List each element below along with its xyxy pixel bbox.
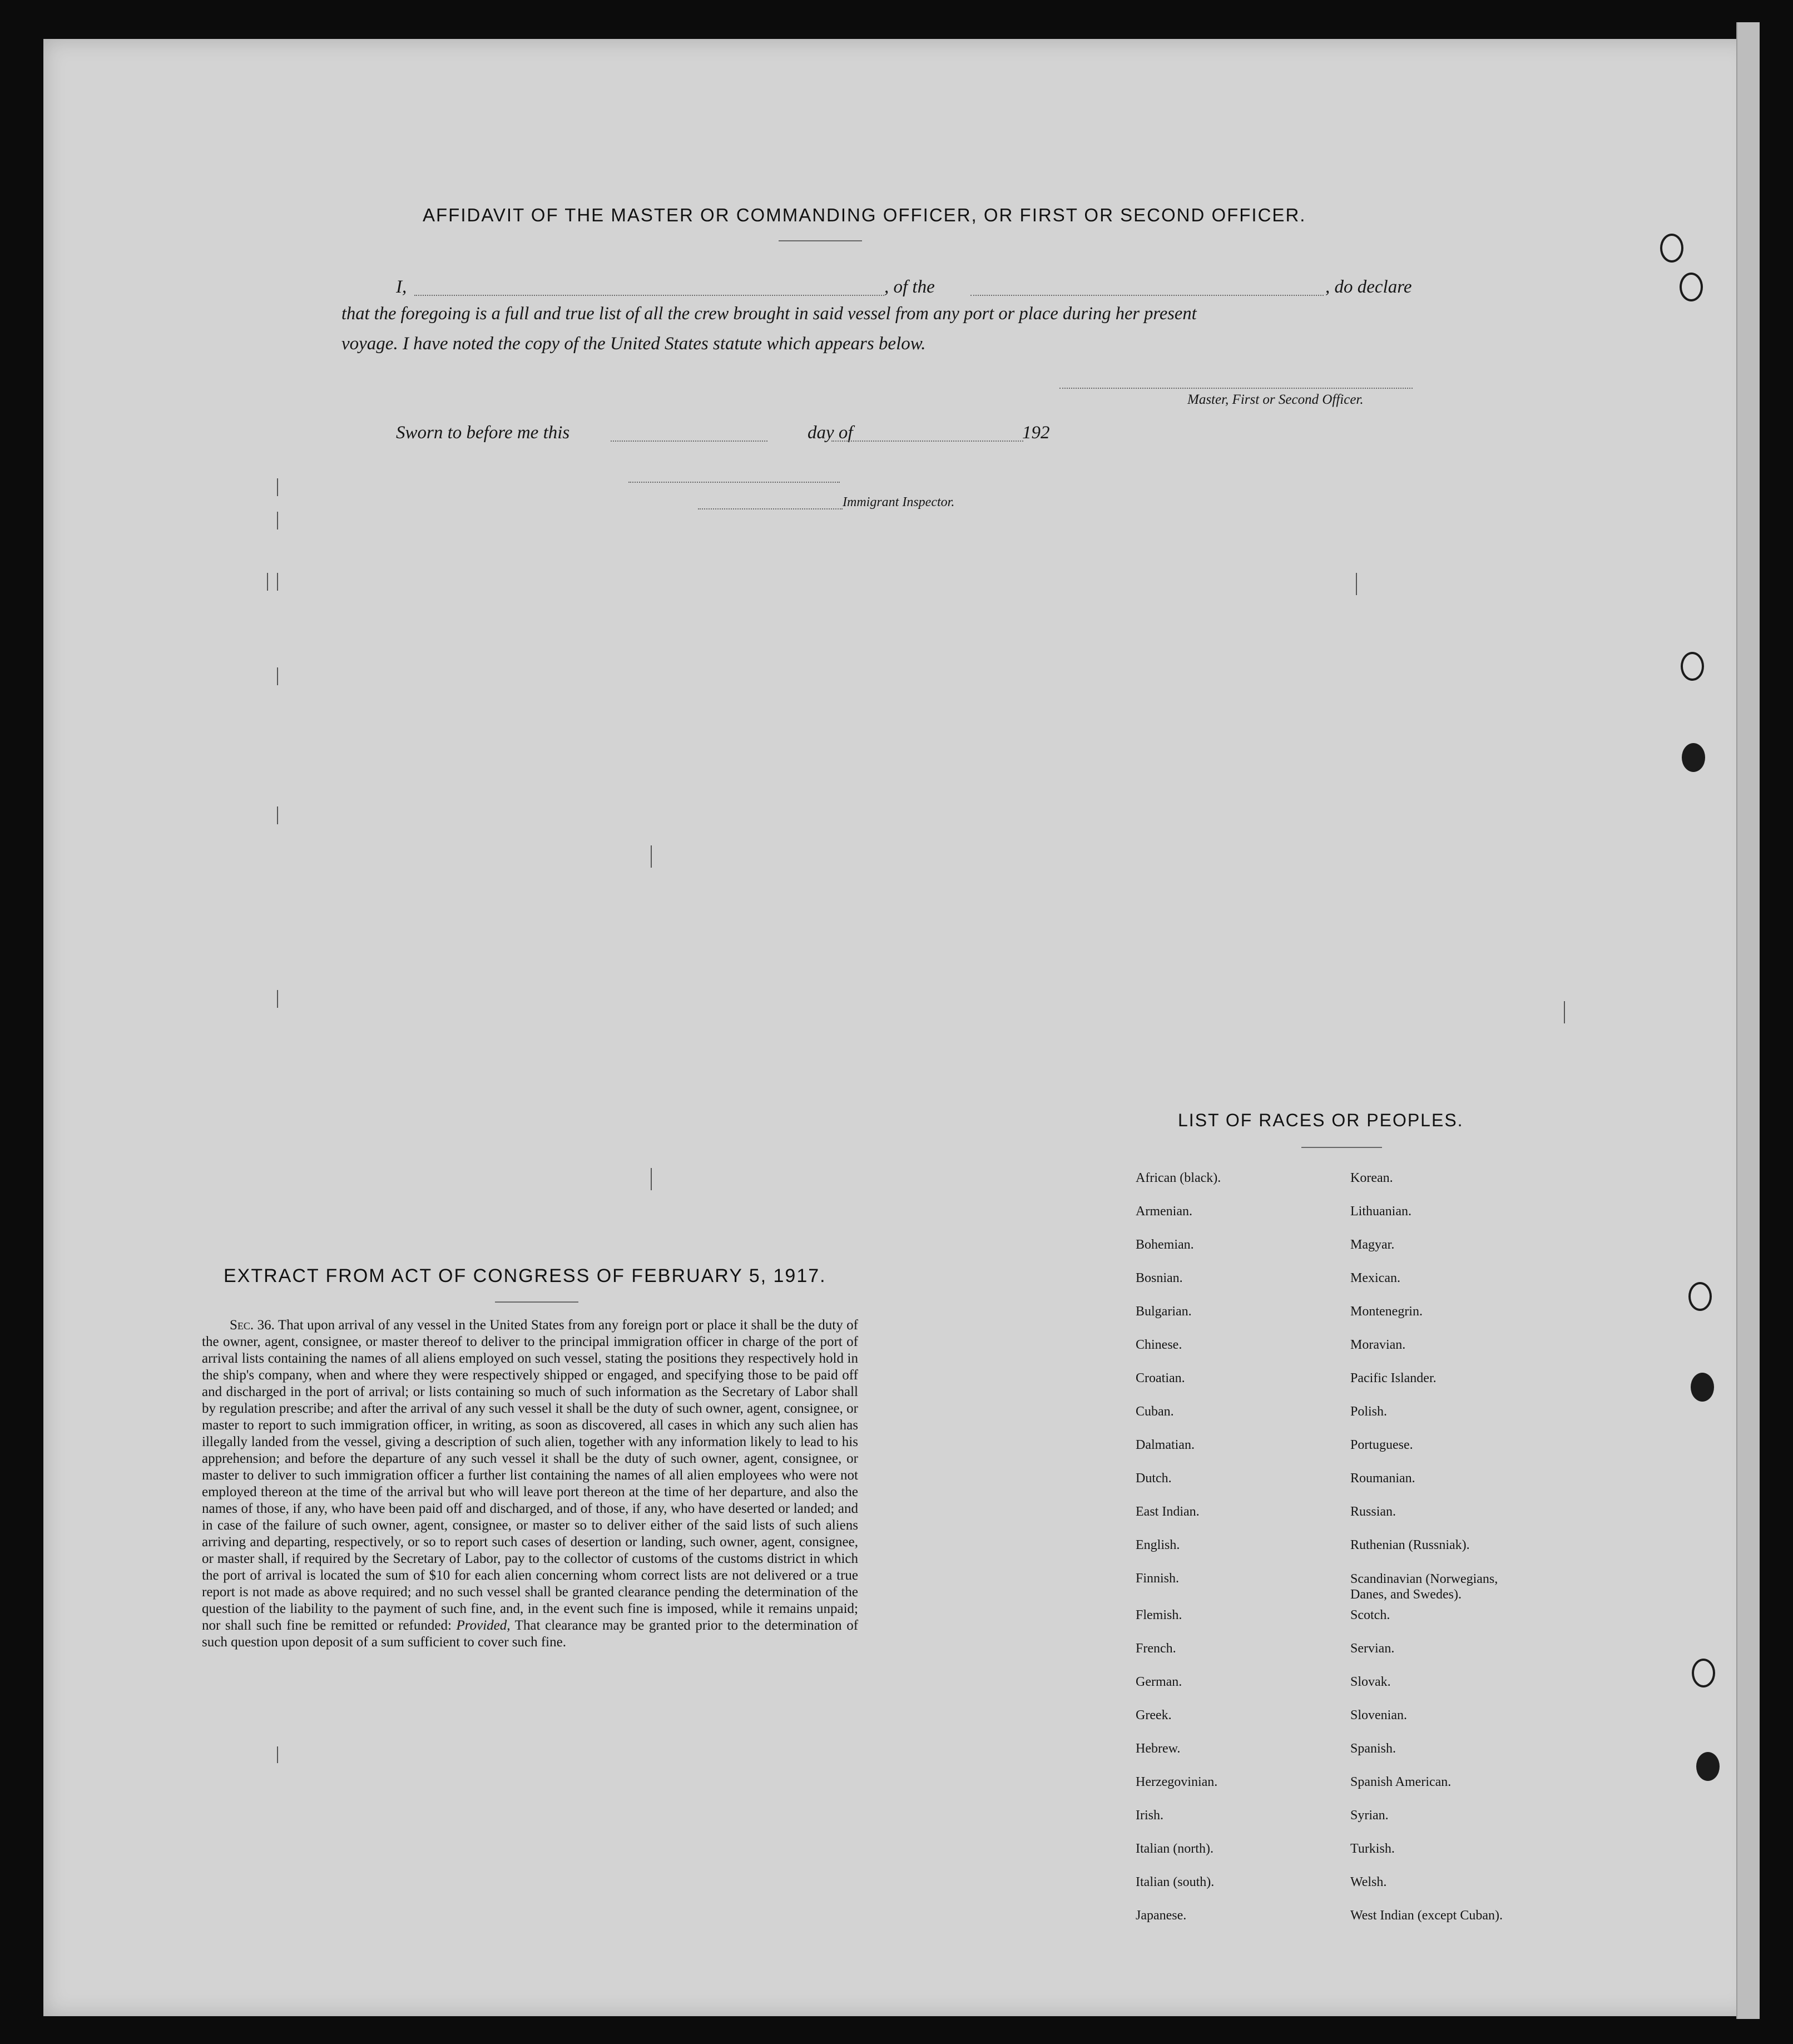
race-item: Cuban. xyxy=(1136,1404,1174,1419)
affidavit-of-the: , of the xyxy=(884,277,935,297)
race-item: French. xyxy=(1136,1641,1176,1656)
master-signature-blank[interactable] xyxy=(1059,388,1413,389)
race-item: East Indian. xyxy=(1136,1504,1200,1519)
title-rule xyxy=(779,240,862,241)
column-tick xyxy=(277,806,278,824)
race-item: Chinese. xyxy=(1136,1338,1182,1352)
race-item: West Indian (except Cuban). xyxy=(1350,1908,1503,1923)
inspector-blank-1[interactable] xyxy=(628,482,840,483)
column-tick xyxy=(267,573,268,591)
race-item: Bulgarian. xyxy=(1136,1304,1192,1319)
race-item: Scotch. xyxy=(1350,1608,1390,1622)
name-blank[interactable] xyxy=(414,295,884,296)
races-rule xyxy=(1301,1147,1382,1148)
race-item: African (black). xyxy=(1136,1171,1221,1185)
page-edge xyxy=(1736,22,1760,2019)
race-item: Dalmatian. xyxy=(1136,1438,1195,1452)
sworn-label: Sworn to before me this xyxy=(396,423,570,443)
sworn-day-blank[interactable] xyxy=(611,441,767,442)
race-item: Servian. xyxy=(1350,1641,1395,1656)
race-item: Slovak. xyxy=(1350,1675,1391,1689)
race-item: Italian (north). xyxy=(1136,1842,1214,1856)
race-item: Bosnian. xyxy=(1136,1271,1183,1285)
race-item: Spanish. xyxy=(1350,1741,1396,1756)
column-tick xyxy=(651,845,652,868)
race-item: Moravian. xyxy=(1350,1338,1406,1352)
affidavit-do-declare: , do declare xyxy=(1325,277,1412,297)
race-item: Magyar. xyxy=(1350,1238,1395,1252)
race-item: Japanese. xyxy=(1136,1908,1187,1923)
column-tick xyxy=(277,990,278,1008)
column-tick xyxy=(651,1168,652,1190)
binder-hole xyxy=(1691,1373,1714,1402)
sec36-label: Sec. 36. xyxy=(230,1318,275,1333)
race-item: Portuguese. xyxy=(1350,1438,1413,1452)
binder-hole xyxy=(1681,652,1704,681)
binder-hole xyxy=(1660,234,1683,263)
binder-hole xyxy=(1696,1752,1720,1781)
race-item: Ruthenian (Russniak). xyxy=(1350,1538,1470,1552)
race-item: Dutch. xyxy=(1136,1471,1172,1486)
extract-title: EXTRACT FROM ACT OF CONGRESS OF FEBRUARY 5, 1917. xyxy=(224,1265,826,1286)
provided-text: That clearance may be granted prior to the determination of such question upon deposit of a sum sufficient to cover such fine. xyxy=(202,1618,859,1650)
affidavit-line-3: voyage. I have noted the copy of the United States statute which appears below. xyxy=(341,334,926,354)
race-item: Scandinavian (Norwegians, Danes, and Swedes). xyxy=(1350,1572,1498,1602)
race-item: Welsh. xyxy=(1350,1875,1387,1889)
binder-hole xyxy=(1688,1282,1712,1311)
year-label: 192 xyxy=(1022,423,1050,443)
race-item: Mexican. xyxy=(1350,1271,1400,1285)
race-item: Pacific Islander. xyxy=(1350,1371,1437,1385)
day-of-label: day of xyxy=(808,423,853,443)
race-item: Roumanian. xyxy=(1350,1471,1415,1486)
affidavit-line-2: that the foregoing is a full and true list of all the crew brought in said vessel from any port or place during her present xyxy=(341,304,1197,324)
extract-rule xyxy=(495,1301,578,1303)
master-label: Master, First or Second Officer. xyxy=(1187,392,1364,407)
sec36-paragraph xyxy=(202,1317,858,1651)
column-tick xyxy=(277,1746,278,1763)
affidavit-i-label: I, xyxy=(396,277,407,297)
race-item: Croatian. xyxy=(1136,1371,1185,1385)
race-item: Polish. xyxy=(1350,1404,1388,1419)
race-item: German. xyxy=(1136,1675,1182,1689)
inspector-label: Immigrant Inspector. xyxy=(843,495,955,509)
race-item: Greek. xyxy=(1136,1708,1172,1723)
sworn-month-blank[interactable] xyxy=(831,441,1023,442)
column-tick xyxy=(1564,1001,1565,1023)
affidavit-title: AFFIDAVIT OF THE MASTER OR COMMANDING OFFICER, OR FIRST OR SECOND OFFICER. xyxy=(423,205,1306,225)
race-item: Turkish. xyxy=(1350,1842,1395,1856)
sec36-text: That upon arrival of any vessel in the United States from any foreign port or place it shall be the duty of the owner, agent, consignee, or master thereof to deliver to the principal immigration officer in charge of the port of arrival lists containing the names of all aliens employed on such vessel, stating the positions they respectively hold in the ship's company, when and where they were respectively shipped or engaged, and specifying those to be paid off and discharged in the port of arrival; or lists containing so much of such information as the Secretary of Labor shall by regulation prescribe; and after the arrival of any such vessel it shall be the duty of such owner, agent, consignee, or master to report to such immigration officer, in writing, as soon as discovered, all cases in which any such alien has illegally landed from the vessel, giving a description of such alien, together with any information likely to lead to his apprehension; and before the departure of any such vessel it shall be the duty of such owner, agent, consignee, or master to deliver to such immigration officer a further list containing the names of all alien employees who were not employed thereon at the time of the arrival but who will leave port thereon at the time of her departure, and also the names of those, if any, who have been paid off and discharged, and of those, if any, who have deserted or landed; and in case of the failure of such owner, agent, consignee, or master so to deliver either of the said lists of such aliens arriving and departing, respectively, or so to report such cases of desertion or landing, such owner, agent, consignee, or master shall, if required by the Secretary of Labor, pay to the collector of customs of the customs district in which the port of arrival is located the sum of $10 for each alien concerning whom correct lists are not delivered or a true report is not made as above required; and no such vessel shall be granted clearance pending the determination of the question of the liability to the payment of such fine, and, in the event such fine is imposed, while it remains unpaid; nor shall such fine be remitted or refunded: xyxy=(202,1318,858,1633)
race-item: Bohemian. xyxy=(1136,1238,1194,1252)
binder-hole xyxy=(1682,743,1705,772)
provided-label: Provided, xyxy=(456,1618,511,1633)
race-item: Finnish. xyxy=(1136,1571,1180,1586)
vessel-blank[interactable] xyxy=(970,295,1324,296)
race-item: Spanish American. xyxy=(1350,1775,1452,1789)
race-item: Korean. xyxy=(1350,1171,1393,1185)
column-tick xyxy=(277,667,278,685)
race-item: Russian. xyxy=(1350,1504,1396,1519)
race-item: English. xyxy=(1136,1538,1180,1552)
race-item: Flemish. xyxy=(1136,1608,1182,1622)
binder-hole xyxy=(1692,1659,1715,1687)
column-tick xyxy=(277,573,278,591)
race-item: Syrian. xyxy=(1350,1808,1389,1823)
inspector-blank-2[interactable] xyxy=(698,508,843,509)
race-item: Lithuanian. xyxy=(1350,1204,1411,1219)
race-item: Slovenian. xyxy=(1350,1708,1407,1723)
race-item: Armenian. xyxy=(1136,1204,1192,1219)
race-item: Italian (south). xyxy=(1136,1875,1215,1889)
race-item: Herzegovinian. xyxy=(1136,1775,1218,1789)
column-tick xyxy=(277,478,278,496)
races-title: LIST OF RACES OR PEOPLES. xyxy=(1178,1110,1464,1130)
race-item: Hebrew. xyxy=(1136,1741,1181,1756)
race-item: Irish. xyxy=(1136,1808,1163,1823)
column-tick xyxy=(277,512,278,529)
column-tick xyxy=(1356,573,1357,595)
binder-hole xyxy=(1680,273,1703,301)
race-item: Montenegrin. xyxy=(1350,1304,1423,1319)
